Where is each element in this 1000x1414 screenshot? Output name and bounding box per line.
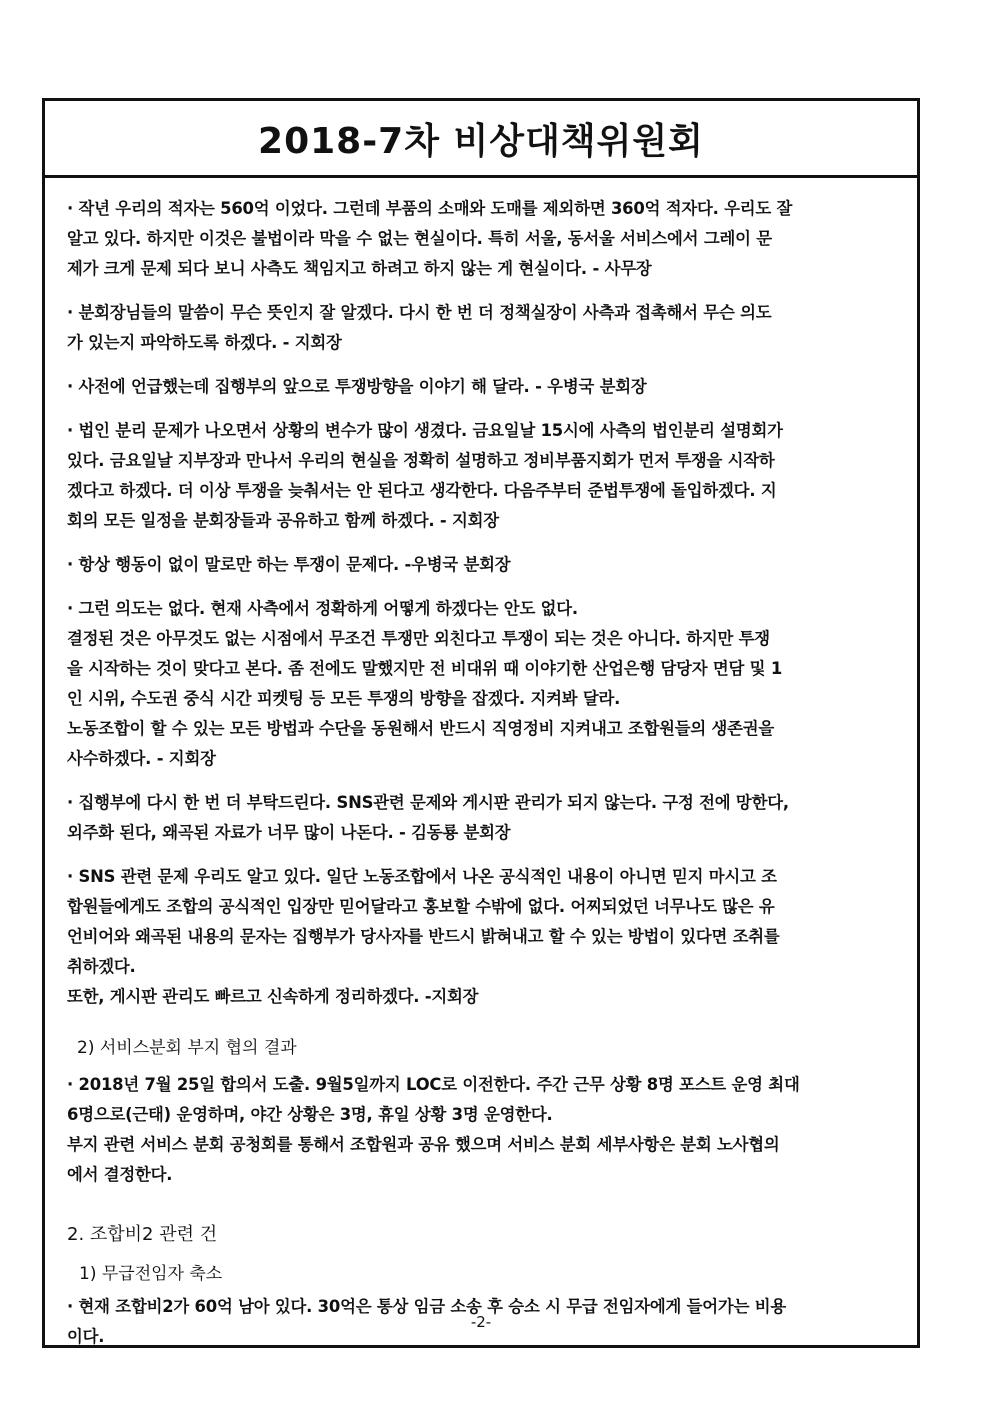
text-line: · SNS 관련 문제 우리도 알고 있다. 일단 노동조합에서 나온 공식적인 내용이 아니면 믿지 마시고 조 xyxy=(67,867,777,886)
text-line: 알고 있다. 하지만 이것은 불법이라 막을 수 없는 현실이다. 특히 서울, 동서울 서비스에서 그레이 문 xyxy=(67,229,772,248)
document-title: 2018-7차 비상대책위원회 xyxy=(258,120,704,162)
text-line: 6명으로(근태) 운영하며, 야간 상황은 3명, 휴일 상황 3명 운영한다. xyxy=(67,1105,553,1124)
text-line: 노동조합이 할 수 있는 모든 방법과 수단을 동원해서 반드시 직영정비 지켜내고 조합원들의 생존권을 xyxy=(67,719,775,738)
text-line: 이다. xyxy=(67,1327,105,1346)
text-line: 결정된 것은 아무것도 없는 시점에서 무조건 투쟁만 외친다고 투쟁이 되는 것은 아니다. 하지만 투쟁 xyxy=(67,629,770,648)
paragraph xyxy=(67,298,901,358)
paragraph xyxy=(67,194,901,284)
section-heading: 2. 조합비2 관련 건 xyxy=(67,1224,218,1245)
text-line: 회의 모든 일정을 분회장들과 공유하고 함께 하겠다. - 지회장 xyxy=(67,511,499,530)
text-line: 제가 크게 문제 되다 보니 사측도 책임지고 하려고 하지 않는 게 현실이다. - 사무장 xyxy=(67,259,652,278)
text-line: 겠다고 하겠다. 더 이상 투쟁을 늦춰서는 안 된다고 생각한다. 다음주부터 준법투쟁에 돌입하겠다. 지 xyxy=(67,481,777,500)
text-line: 취하겠다. xyxy=(67,957,136,976)
page-frame xyxy=(42,98,920,1348)
document-body xyxy=(45,178,917,1352)
text-line: 또한, 게시판 관리도 빠르고 신속하게 정리하겠다. -지회장 xyxy=(67,987,479,1006)
text-line: · 사전에 언급했는데 집행부의 앞으로 투쟁방향을 이야기 해 달라. - 우병국 분회장 xyxy=(67,377,647,396)
text-line: · 현재 조합비2가 60억 남아 있다. 30억은 통상 임금 소송 후 승소 시 무급 전임자에게 들어가는 비용 xyxy=(67,1297,786,1316)
text-line: 을 시작하는 것이 맞다고 본다. 좀 전에도 말했지만 전 비대위 때 이야기한 산업은행 담당자 면담 및 1 xyxy=(67,659,783,678)
text-line: · 분회장님들의 말씀이 무슨 뜻인지 잘 알겠다. 다시 한 번 더 정책실장이 사측과 접촉해서 무슨 의도 xyxy=(67,303,772,322)
page-number: -2- xyxy=(470,1313,492,1331)
text-line: · 그런 의도는 없다. 현재 사측에서 정확하게 어떻게 하겠다는 안도 없다. xyxy=(67,599,578,618)
text-line: · 2018년 7월 25일 합의서 도출. 9월5일까지 LOC로 이전한다. 주간 근무 상황 8명 포스트 운영 최대 xyxy=(67,1075,800,1094)
subsection-heading: 2) 서비스분회 부지 협의 결과 xyxy=(77,1038,297,1058)
text-line: 있다. 금요일날 지부장과 만나서 우리의 현실을 정확히 설명하고 정비부품지회가 먼저 투쟁을 시작하 xyxy=(67,451,775,470)
text-line: · 집행부에 다시 한 번 더 부탁드린다. SNS관련 문제와 게시판 관리가 되지 않는다. 구정 전에 망한다, xyxy=(67,793,789,812)
paragraph xyxy=(67,862,901,1012)
paragraph xyxy=(67,788,901,848)
subsection-body xyxy=(67,1070,901,1190)
text-line: 에서 결정한다. xyxy=(67,1165,173,1184)
text-line: 합원들에게도 조합의 공식적인 입장만 믿어달라고 홍보할 수밖에 없다. 어찌되었던 너무나도 많은 유 xyxy=(67,897,775,916)
text-line: · 법인 분리 문제가 나오면서 상황의 변수가 많이 생겼다. 금요일날 15시에 사측의 법인분리 설명회가 xyxy=(67,421,783,440)
paragraph xyxy=(67,594,901,774)
paragraph-list xyxy=(67,194,901,1012)
text-line: 인 시위, 수도권 중식 시간 피켓팅 등 모든 투쟁의 방향을 잡겠다. 지켜봐 달라. xyxy=(67,689,621,708)
title-box xyxy=(45,101,917,178)
text-line: 외주화 된다, 왜곡된 자료가 너무 많이 나돈다. - 김동룡 분회장 xyxy=(67,823,511,842)
paragraph xyxy=(67,550,901,580)
text-line: 사수하겠다. - 지회장 xyxy=(67,749,216,768)
text-line: 가 있는지 파악하도록 하겠다. - 지회장 xyxy=(67,333,342,352)
section-subheading: 1) 무급전임자 축소 xyxy=(79,1264,223,1284)
text-line: · 작년 우리의 적자는 560억 이었다. 그런데 부품의 소매와 도매를 제외하면 360억 적자다. 우리도 잘 xyxy=(67,199,793,218)
paragraph xyxy=(67,372,901,402)
paragraph xyxy=(67,416,901,536)
text-line: 부지 관련 서비스 분회 공청회를 통해서 조합원과 공유 했으며 서비스 분회 세부사항은 분회 노사협의 xyxy=(67,1135,780,1154)
text-line: 언비어와 왜곡된 내용의 문자는 집행부가 당사자를 반드시 밝혀내고 할 수 있는 방법이 있다면 조취를 xyxy=(67,927,780,946)
text-line: · 항상 행동이 없이 말로만 하는 투쟁이 문제다. -우병국 분회장 xyxy=(67,555,511,574)
